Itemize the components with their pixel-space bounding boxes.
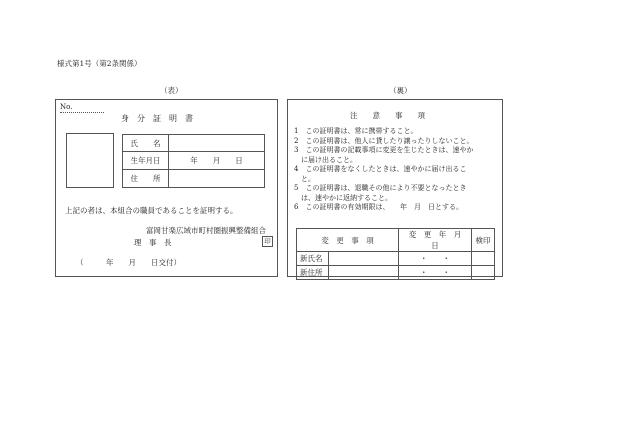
note-line: 4 この証明書をなくしたときは、速やかに届け出るこ — [294, 165, 467, 173]
issuer-title: 理 事 長 — [134, 238, 172, 247]
note-line: に届け出ること。 — [301, 155, 357, 164]
back-heading: （裏） — [389, 86, 412, 95]
issuer-org: 富岡甘楽広域市町村圏振興整備組合 — [146, 226, 266, 235]
address-label: 住 所 — [123, 170, 169, 188]
note-line: 6 この証明書の有効期限は、 年 月 日とする。 — [294, 203, 463, 211]
form-number: 様式第1号（第2条関係） — [57, 59, 142, 68]
changes-seal-value — [472, 266, 495, 280]
changes-header-row — [297, 229, 495, 252]
note-line: と。 — [301, 174, 315, 183]
changes-date-value: ・ ・ — [399, 252, 472, 266]
front-title: 身 分 証 明 書 — [121, 114, 193, 123]
identity-row-name — [123, 135, 265, 152]
note-line: は、速やかに返納すること。 — [301, 193, 392, 202]
back-title: 注 意 事 項 — [350, 111, 425, 120]
identity-table — [122, 134, 265, 188]
front-heading: （表） — [160, 86, 183, 95]
name-label: 氏 名 — [123, 135, 169, 152]
note-line: 1 この証明書は、常に携帯すること。 — [294, 127, 418, 135]
birthdate-value: 年 月 日 — [169, 152, 265, 170]
back-card — [287, 99, 503, 277]
table-row — [297, 252, 495, 266]
photo-box — [66, 133, 114, 188]
birthdate-label: 生年月日 — [123, 152, 169, 170]
changes-header-date: 変 更 年 月 日 — [399, 229, 472, 252]
seal-mark: 印 — [262, 236, 273, 247]
note-line: 5 この証明書は、退職その他により不要となったとき — [294, 184, 467, 192]
issue-date: （ 年 月 日交付） — [76, 258, 181, 267]
note-line: 2 この証明書は、他人に貸したり譲ったりしないこと。 — [294, 136, 474, 145]
identity-row-birthdate — [123, 152, 265, 170]
front-card — [55, 99, 278, 277]
changes-item-value — [329, 252, 398, 265]
address-value — [169, 170, 265, 188]
changes-seal-value — [472, 252, 495, 266]
changes-item-cell — [297, 266, 399, 280]
notes-list — [294, 127, 499, 213]
changes-item-cell — [297, 252, 399, 266]
name-value — [169, 135, 265, 152]
card-number-field: No. — [60, 103, 104, 113]
changes-item-label: 新氏名 — [297, 252, 329, 265]
changes-table — [296, 228, 495, 280]
changes-date-value: ・ ・ — [399, 266, 472, 280]
changes-item-label: 新住所 — [297, 266, 329, 279]
changes-header-seal: 検印 — [472, 229, 495, 252]
table-row — [297, 266, 495, 280]
note-line: 3 この証明書の記載事項に変更を生じたときは、速やか — [294, 146, 474, 154]
changes-header-item: 変 更 事 項 — [297, 229, 399, 252]
changes-item-value — [329, 266, 398, 279]
certification-text: 上記の者は、本組合の職員であることを証明する。 — [65, 206, 238, 215]
identity-row-address — [123, 170, 265, 188]
